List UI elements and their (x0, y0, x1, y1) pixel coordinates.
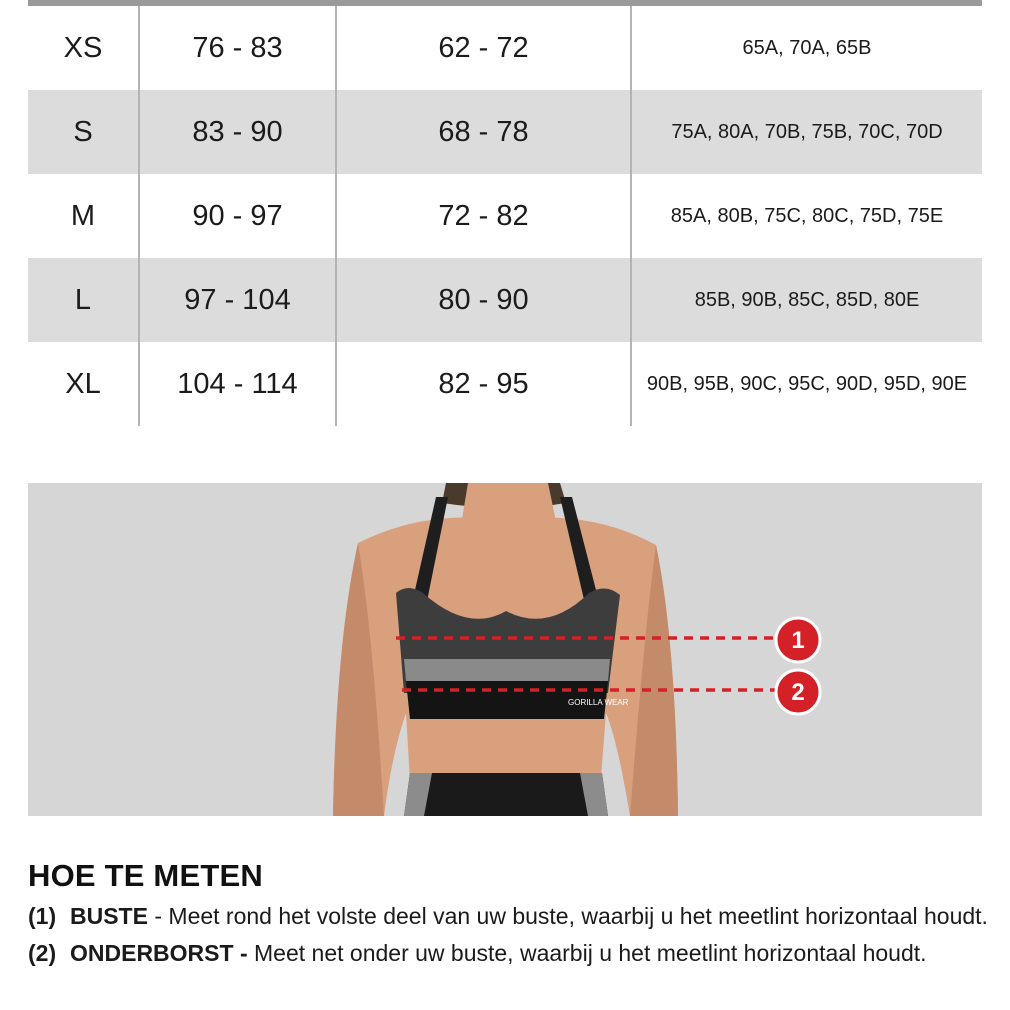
how-to-measure (28, 858, 988, 974)
step-underbust (28, 937, 988, 970)
bust-cell: 76 - 83 (139, 6, 336, 90)
figure-illustration (28, 483, 982, 816)
step-term: ONDERBORST - (70, 940, 248, 966)
svg-text:1: 1 (791, 627, 805, 654)
underbust-cell: 62 - 72 (336, 6, 631, 90)
svg-text:2: 2 (791, 679, 805, 706)
measurement-figure (28, 483, 982, 816)
underbust-cell: 68 - 78 (336, 90, 631, 174)
bust-cell: 97 - 104 (139, 258, 336, 342)
table-row (28, 342, 982, 426)
size-cell: XS (28, 6, 139, 90)
size-cell: M (28, 174, 139, 258)
bra-grey-band (404, 659, 610, 681)
underbust-cell: 80 - 90 (336, 258, 631, 342)
table-row (28, 90, 982, 174)
table-row (28, 174, 982, 258)
step-bust (28, 900, 988, 933)
marker-1 (776, 618, 820, 662)
step-text: Meet net onder uw buste, waarbij u het meetlint horizontaal houdt. (254, 940, 927, 966)
howto-title: HOE TE METEN (28, 858, 263, 893)
cup-sizes-cell: 90B, 95B, 90C, 95C, 90D, 95D, 90E (646, 373, 968, 395)
brand-print: GORILLA WEAR (568, 698, 629, 707)
step-number: (1) (28, 903, 57, 929)
size-cell: S (28, 90, 139, 174)
step-term: BUSTE (70, 903, 148, 929)
step-separator: - (147, 903, 169, 929)
size-table (28, 6, 982, 426)
underbust-cell: 72 - 82 (336, 174, 631, 258)
bust-cell: 104 - 114 (139, 342, 336, 426)
cup-sizes-cell: 85B, 90B, 85C, 85D, 80E (631, 258, 982, 342)
size-cell: L (28, 258, 139, 342)
underbust-cell: 82 - 95 (336, 342, 631, 426)
table-row (28, 6, 982, 90)
cup-sizes-cell: 65A, 70A, 65B (742, 37, 872, 59)
step-text: Meet rond het volste deel van uw buste, waarbij u het meetlint horizontaal houdt. (168, 903, 988, 929)
cup-sizes-cell: 85A, 80B, 75C, 80C, 75D, 75E (670, 205, 944, 227)
size-cell: XL (28, 342, 139, 426)
leggings (404, 773, 608, 816)
cup-sizes-cell: 75A, 80A, 70B, 75B, 70C, 70D (631, 90, 982, 174)
bust-cell: 83 - 90 (139, 90, 336, 174)
bust-cell: 90 - 97 (139, 174, 336, 258)
marker-2 (776, 670, 820, 714)
table-row (28, 258, 982, 342)
step-number: (2) (28, 940, 57, 966)
